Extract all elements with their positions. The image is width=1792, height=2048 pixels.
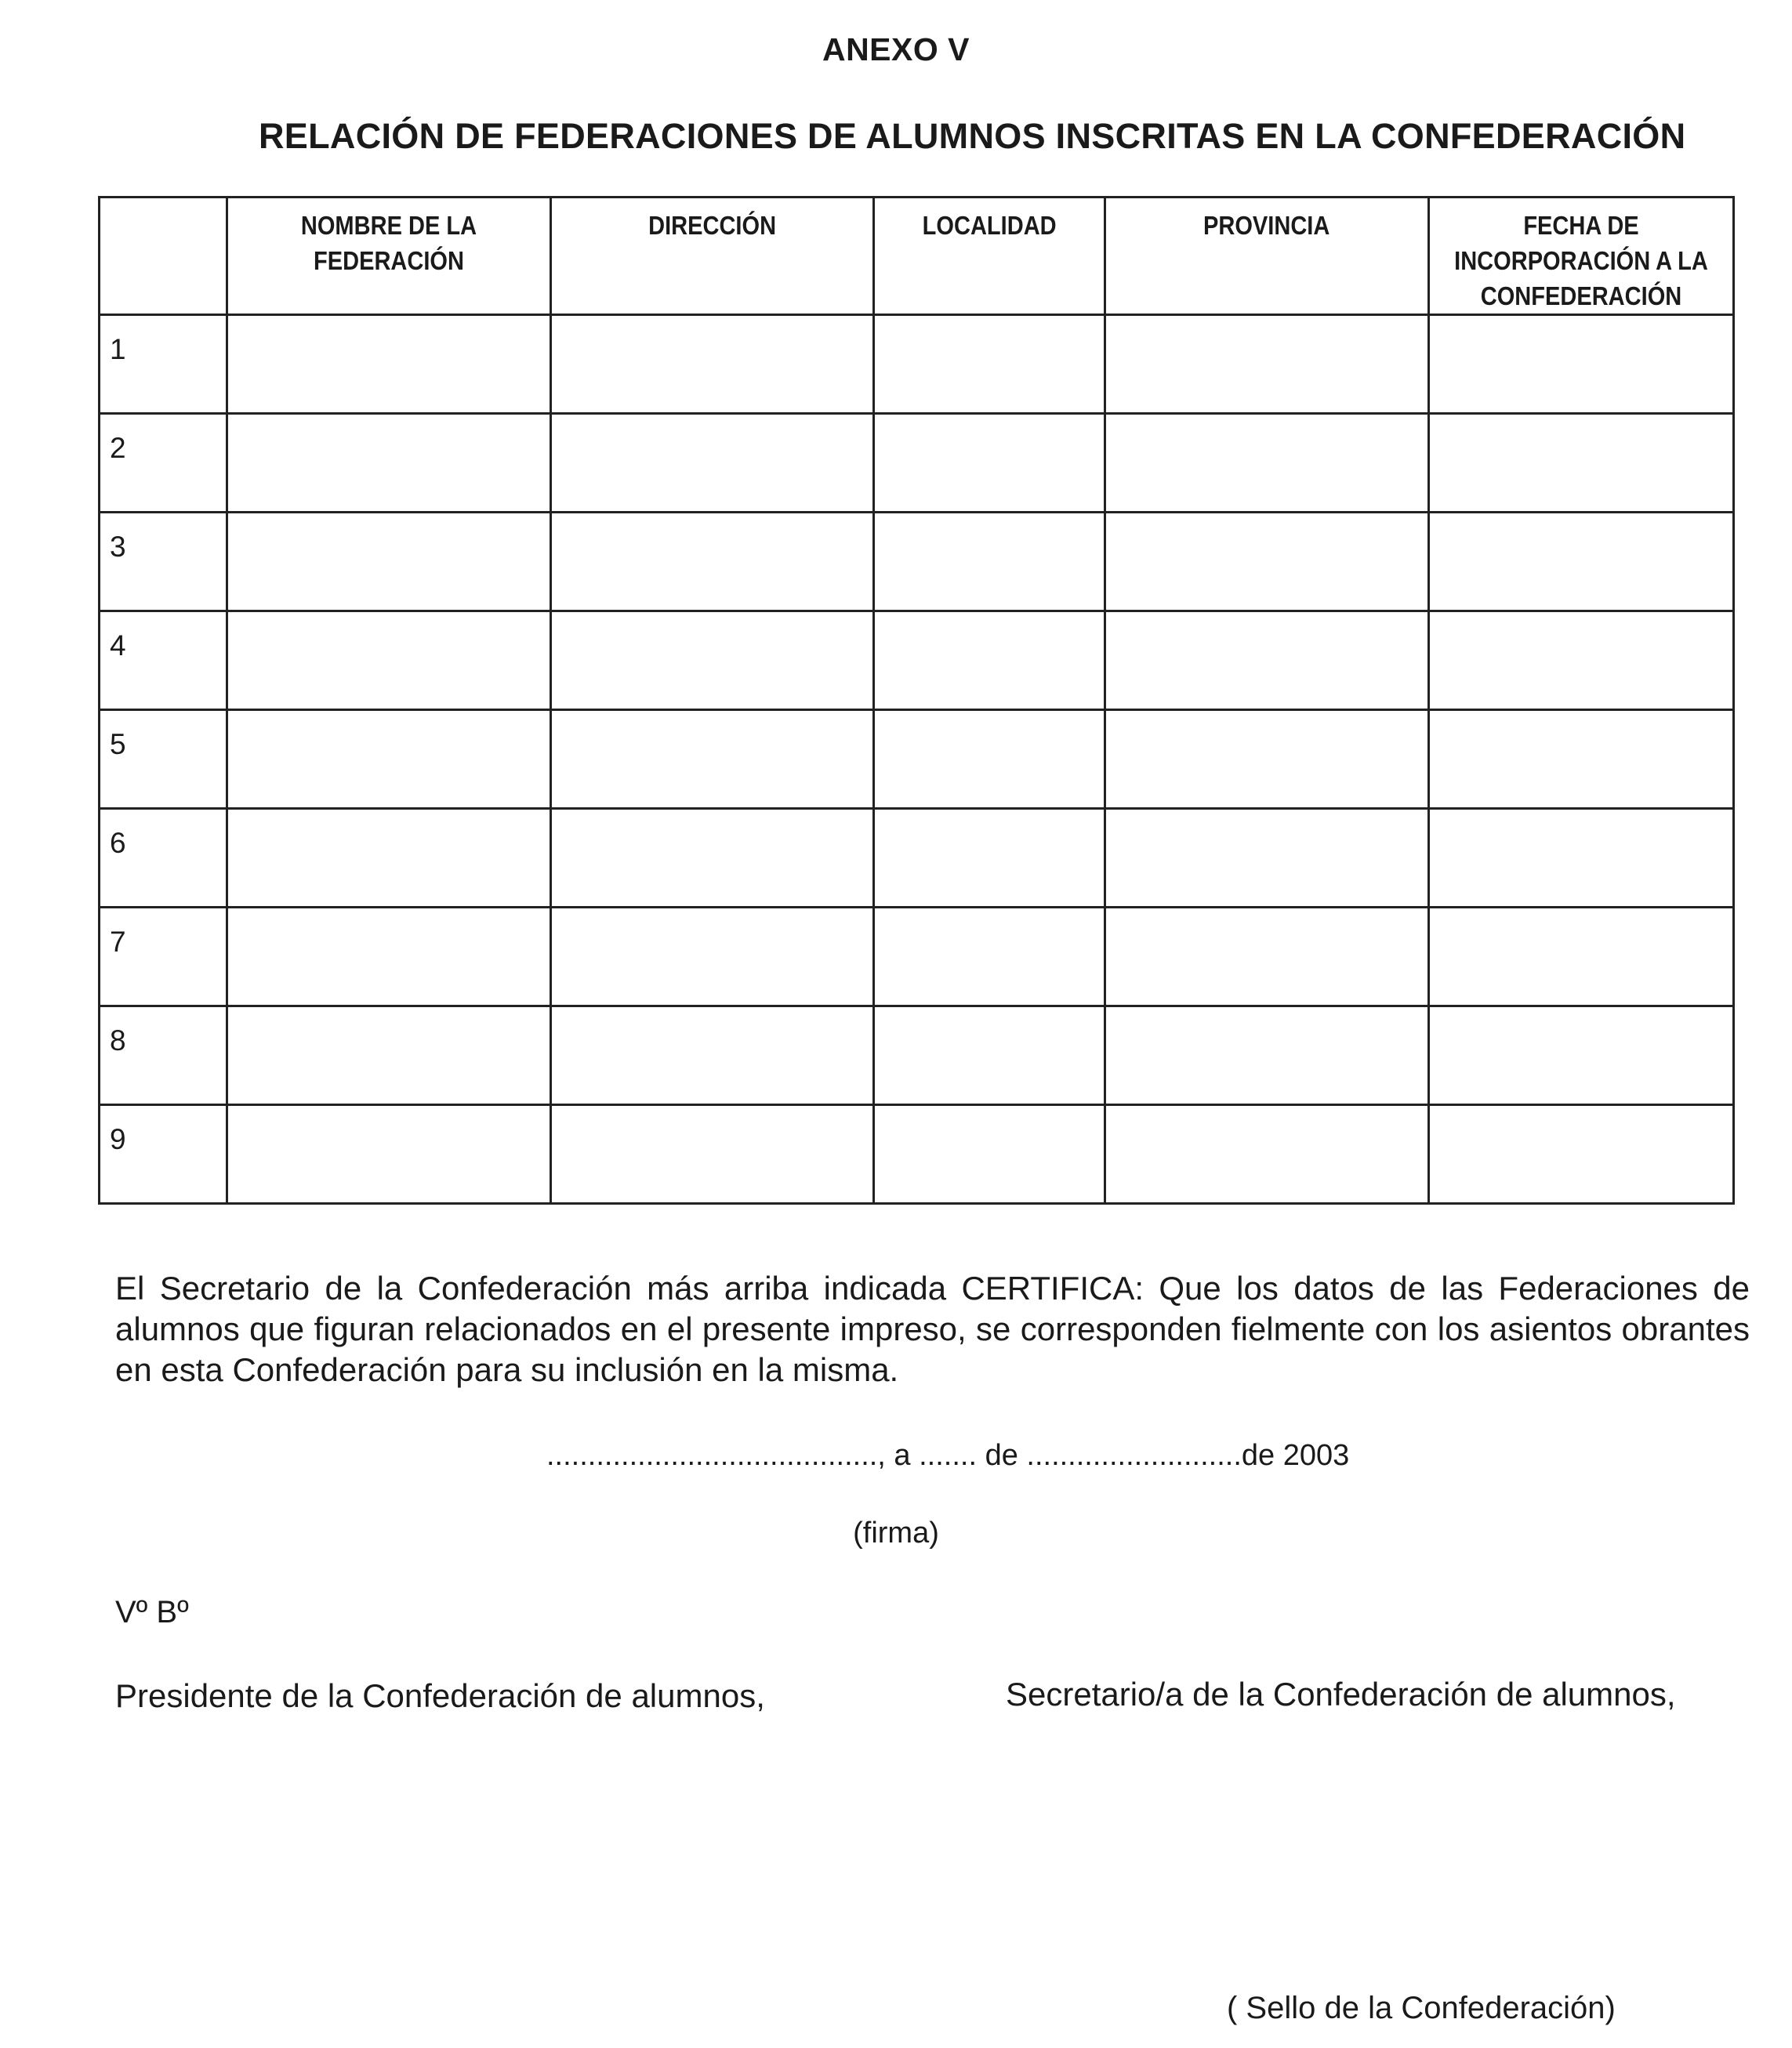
address-cell[interactable] <box>551 710 874 809</box>
table-row <box>100 809 1734 908</box>
province-cell[interactable] <box>1105 1105 1429 1204</box>
locality-cell[interactable] <box>874 611 1105 710</box>
locality-cell[interactable] <box>874 908 1105 1006</box>
address-cell[interactable] <box>551 611 874 710</box>
incorporation-date-cell[interactable] <box>1429 1006 1734 1105</box>
address-cell[interactable] <box>551 908 874 1006</box>
address-cell[interactable] <box>551 809 874 908</box>
header-number <box>100 198 227 315</box>
province-cell[interactable] <box>1105 809 1429 908</box>
row-number: 6 <box>100 809 227 908</box>
row-number: 5 <box>100 710 227 809</box>
certification-text: El Secretario de la Confederación más arriba indicada CERTIFICA: Que los datos de las Federaciones de alumnos que figuran relacionados en el presente impreso, se corresponden fielmente con los asientos obrantes en esta Confederación para su inclusión en la misma. <box>115 1270 1750 1388</box>
table-row <box>100 513 1734 611</box>
table-row <box>100 414 1734 513</box>
locality-cell[interactable] <box>874 513 1105 611</box>
table-row <box>100 1006 1734 1105</box>
federation-name-cell[interactable] <box>227 809 551 908</box>
signature-label: (firma) <box>853 1517 939 1550</box>
province-cell[interactable] <box>1105 315 1429 414</box>
table-body <box>100 315 1734 1204</box>
federation-name-cell[interactable] <box>227 1006 551 1105</box>
row-number: 7 <box>100 908 227 1006</box>
province-cell[interactable] <box>1105 513 1429 611</box>
locality-cell[interactable] <box>874 809 1105 908</box>
federation-name-cell[interactable] <box>227 315 551 414</box>
row-number: 1 <box>100 315 227 414</box>
federation-name-cell[interactable] <box>227 1105 551 1204</box>
address-cell[interactable] <box>551 1105 874 1204</box>
row-number: 4 <box>100 611 227 710</box>
locality-cell[interactable] <box>874 315 1105 414</box>
locality-cell[interactable] <box>874 1006 1105 1105</box>
province-cell[interactable] <box>1105 710 1429 809</box>
incorporation-date-cell[interactable] <box>1429 809 1734 908</box>
row-number: 8 <box>100 1006 227 1105</box>
row-number: 3 <box>100 513 227 611</box>
province-cell[interactable] <box>1105 1006 1429 1105</box>
locality-cell[interactable] <box>874 1105 1105 1204</box>
federation-name-cell[interactable] <box>227 611 551 710</box>
federation-name-cell[interactable] <box>227 414 551 513</box>
header-address: DIRECCIÓN <box>551 198 874 315</box>
table-row <box>100 710 1734 809</box>
address-cell[interactable] <box>551 1006 874 1105</box>
table-row <box>100 1105 1734 1204</box>
incorporation-date-cell[interactable] <box>1429 611 1734 710</box>
row-number: 2 <box>100 414 227 513</box>
table-row <box>100 908 1734 1006</box>
incorporation-date-cell[interactable] <box>1429 315 1734 414</box>
province-cell[interactable] <box>1105 908 1429 1006</box>
address-cell[interactable] <box>551 414 874 513</box>
header-federation-name: NOMBRE DE LA FEDERACIÓN <box>227 198 551 315</box>
incorporation-date-cell[interactable] <box>1429 1105 1734 1204</box>
table-row <box>100 611 1734 710</box>
address-cell[interactable] <box>551 513 874 611</box>
secretary-label: Secretario/a de la Confederación de alumnos, <box>1006 1676 1676 1713</box>
annex-title: ANEXO V <box>822 31 970 67</box>
incorporation-date-cell[interactable] <box>1429 414 1734 513</box>
header-province: PROVINCIA <box>1105 198 1429 315</box>
header-locality: LOCALIDAD <box>874 198 1105 315</box>
federations-table <box>98 196 1735 1205</box>
incorporation-date-cell[interactable] <box>1429 908 1734 1006</box>
incorporation-date-cell[interactable] <box>1429 710 1734 809</box>
row-number: 9 <box>100 1105 227 1204</box>
locality-cell[interactable] <box>874 710 1105 809</box>
province-cell[interactable] <box>1105 414 1429 513</box>
federation-name-cell[interactable] <box>227 710 551 809</box>
province-cell[interactable] <box>1105 611 1429 710</box>
table-header-row <box>100 198 1734 315</box>
header-incorporation-date: FECHA DE INCORPORACIÓN A LA CONFEDERACIÓN <box>1429 198 1734 315</box>
president-label: Presidente de la Confederación de alumnos, <box>115 1677 765 1714</box>
incorporation-date-cell[interactable] <box>1429 513 1734 611</box>
locality-cell[interactable] <box>874 414 1105 513</box>
table-row <box>100 315 1734 414</box>
page-title: RELACIÓN DE FEDERACIONES DE ALUMNOS INSCRITAS EN LA CONFEDERACIÓN <box>259 116 1686 156</box>
address-cell[interactable] <box>551 315 874 414</box>
vobo-label: Vº Bº <box>115 1595 189 1629</box>
seal-label: ( Sello de la Confederación) <box>1227 1991 1616 2025</box>
federation-name-cell[interactable] <box>227 908 551 1006</box>
date-line: ........................................, a ....... de ..........................de 2003 <box>546 1439 1350 1472</box>
federation-name-cell[interactable] <box>227 513 551 611</box>
